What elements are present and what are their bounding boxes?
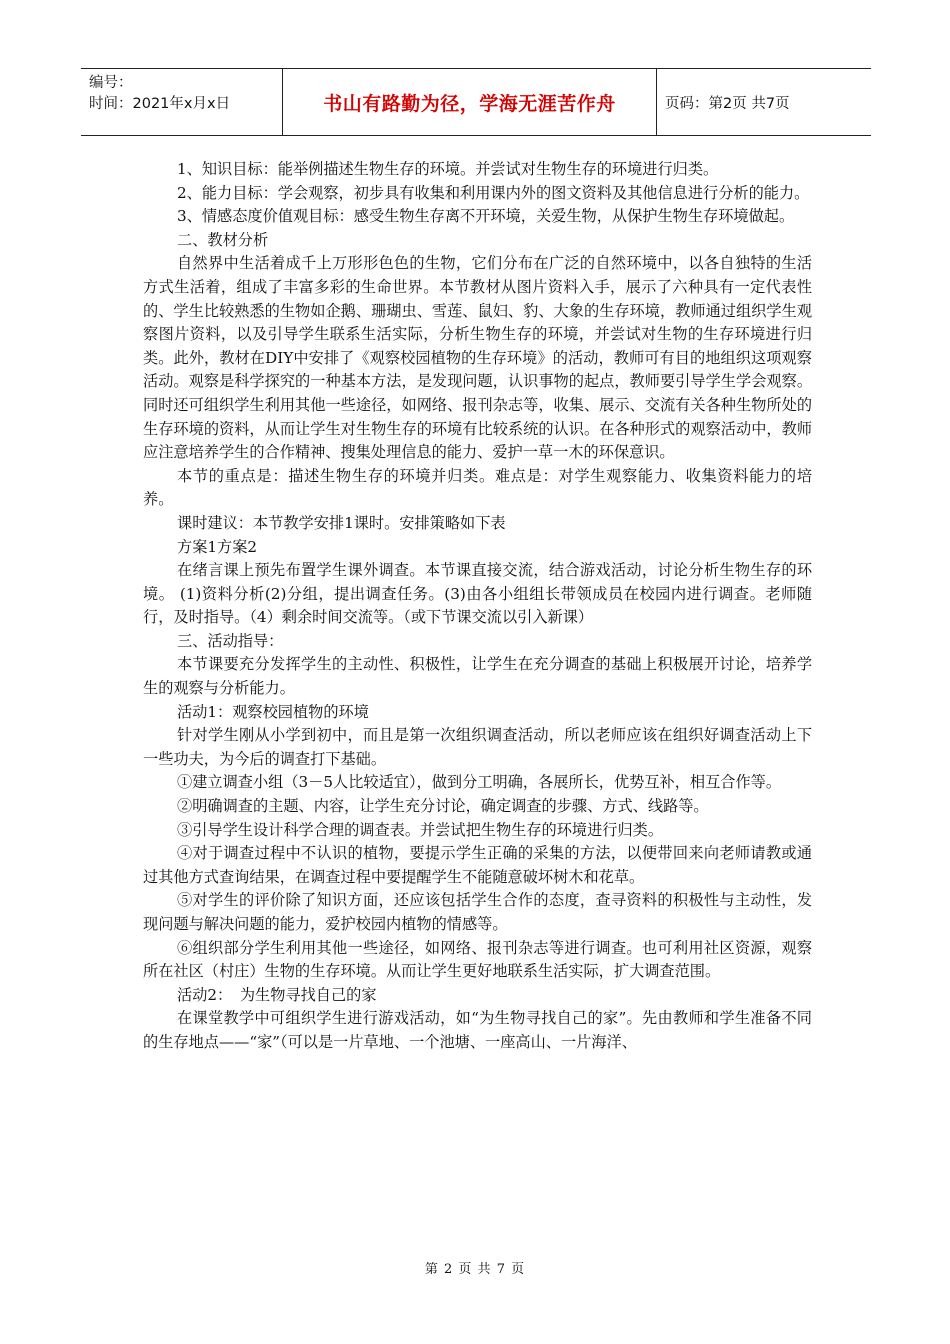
paragraph: 1、知识目标：能举例描述生物生存的环境。并尝试对生物生存的环境进行归类。 bbox=[177, 160, 719, 178]
paragraph: 自然界中生活着成千上万形形色色的生物，它们分布在广泛的自然环境中，以各自独特的生活方式生活着，组成了丰富多彩的生命世界。本节教材从图片资料入手，展示了六种具有一定代表性的、学生比较熟悉的生物如企鹅、珊瑚虫、雪莲、鼠妇、豹、大象的生存环境，教师通过组织学生观察图片资料，以及引导学生联系生活实际，分析生物生存的环境，并尝试对生物的生存环境进行归类。此外，教材在DIY中安排了《观察校园植物的生存环境》的活动，教师可有目的地组织这项观察活动。观察是科学探究的一种基本方法，是发现问题，认识事物的起点，教师要引导学生学会观察。同时还可组织学生利用其他一些途径，如网络、报刊杂志等，收集、展示、交流有关各种生物所处的生存环境的资料，从而让学生对生物生存的环境有比较系统的认识。在各种形式的观察活动中，教师应注意培养学生的合作精神、搜集处理信息的能力、爱护一草一木的环保意识。 bbox=[143, 254, 812, 462]
paragraph: 3、情感态度价值观目标：感受生物生存离不开环境，关爱生物，从保护生物生存环境做起。 bbox=[177, 207, 795, 226]
date-label: 时间：2021年x月x日 bbox=[89, 96, 231, 112]
paragraph: 在课堂教学中可组织学生进行游戏活动，如“为生物寻找自己的家”。先由教师和学生准备不同的生存地点——“家”（可以是一片草地、一个池塘、一座高山、一片海洋、 bbox=[143, 1009, 812, 1051]
list-item: ⑥组织部分学生利用其他一些途径，如网络、报刊杂志等进行调查。也可利用社区资源，观察所在社区（村庄）生物的生存环境。从而让学生更好地联系生活实际，扩大调查范围。 bbox=[143, 938, 812, 981]
list-item: ①建立调查小组（3－5人比较适宜），做到分工明确，各展所长，优势互补，相互合作等。 bbox=[177, 773, 782, 792]
activity-heading: 活动2： 为生物寻找自己的家 bbox=[177, 985, 377, 1004]
list-item: ⑤对学生的评价除了知识方面，还应该包括学生合作的态度，查寻资料的积极性与主动性，发现问题与解决问题的能力，爱护校园内植物的情感等。 bbox=[143, 891, 812, 933]
section-heading: 二、教材分析 bbox=[177, 230, 269, 249]
paragraph: 本节的重点是：描述生物生存的环境并归类。难点是：对学生观察能力、收集资料能力的培养。 bbox=[143, 466, 812, 509]
header-motto: 书山有路勤为径，学海无涯苦作舟 bbox=[283, 69, 657, 135]
list-item: ③引导学生设计科学合理的调查表。并尝试把生物生存的环境进行归类。 bbox=[177, 820, 663, 839]
number-label: 编号： bbox=[89, 75, 133, 91]
paragraph: 在绪言课上预先布置学生课外调查。本节课直接交流，结合游戏活动，讨论分析生物生存的环境。 (1)资料分析(2)分组，提出调查任务。(3)由各小组组长带领成员在校园内进行调查。老师随行，及时指导。（4）剩余时间交流等。（或下节课交流以引入新课） bbox=[143, 561, 812, 627]
list-item: ④对于调查过程中不认识的植物，要提示学生正确的采集的方法，以便带回来向老师请教或通过其他方式查询结果，在调查过程中要提醒学生不能随意破坏树木和花草。 bbox=[143, 844, 812, 886]
header-page-info: 页码：第2页 共7页 bbox=[665, 95, 790, 112]
paragraph: 课时建议：本节教学安排1课时。安排策略如下表 bbox=[177, 513, 506, 532]
page-footer: 第 2 页 共 7 页 bbox=[424, 1262, 526, 1277]
header-meta bbox=[81, 69, 283, 135]
paragraph: 本节课要充分发挥学生的主动性、积极性，让学生在充分调查的基础上积极展开讨论，培养学生的观察与分析能力。 bbox=[143, 655, 812, 698]
section-heading: 三、活动指导： bbox=[177, 631, 284, 650]
paragraph: 方案1方案2 bbox=[177, 537, 258, 556]
document-body bbox=[143, 158, 812, 1055]
list-item: ②明确调查的主题、内容，让学生充分讨论，确定调查的步骤、方式、线路等。 bbox=[177, 797, 709, 816]
paragraph: 针对学生刚从小学到初中，而且是第一次组织调查活动，所以老师应该在组织好调查活动上下一些功夫，为今后的调查打下基础。 bbox=[143, 726, 812, 768]
activity-heading: 活动1：观察校园植物的环境 bbox=[177, 702, 369, 721]
header-table bbox=[81, 68, 871, 136]
paragraph: 2、能力目标：学会观察，初步具有收集和利用课内外的图文资料及其他信息进行分析的能力。 bbox=[177, 183, 810, 202]
